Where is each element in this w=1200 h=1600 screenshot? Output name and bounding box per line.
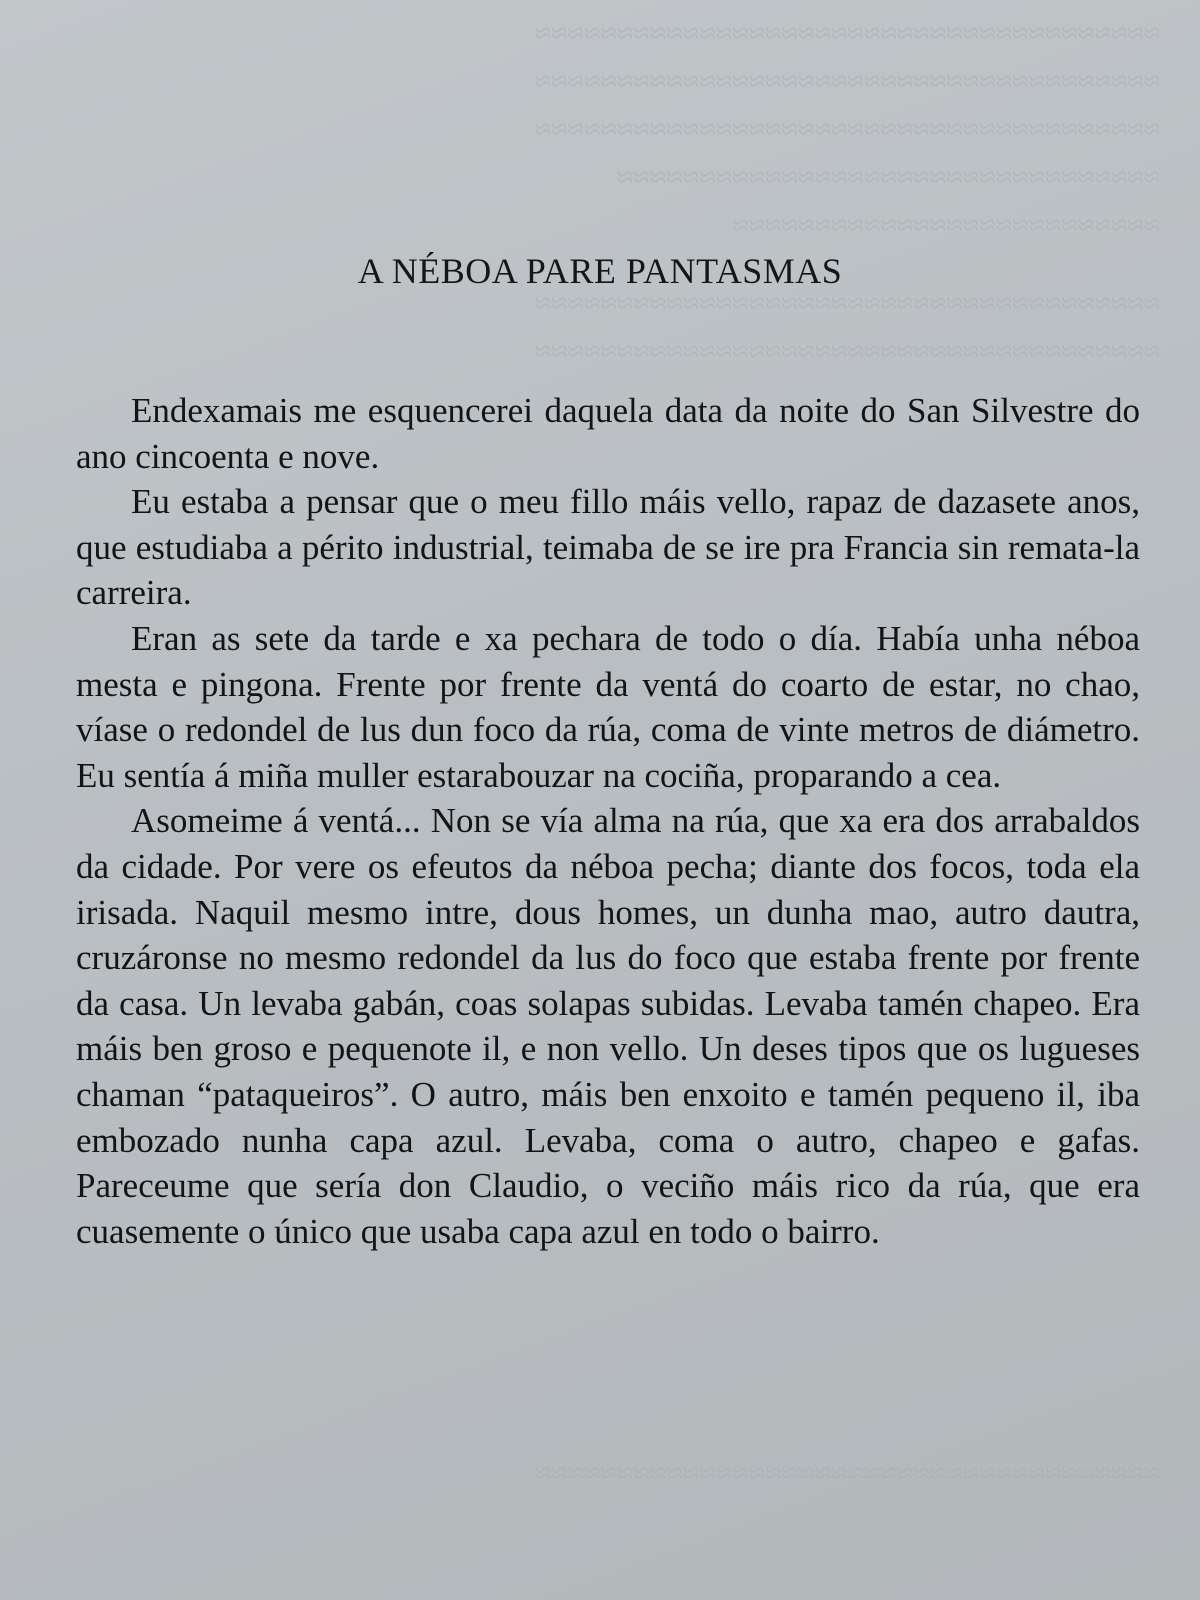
chapter-body — [76, 388, 1140, 1254]
paragraph: Endexamais me esquencerei daquela data da noite do San Silvestre do ano cincoenta e nove. — [76, 391, 1140, 476]
chapter-title: A NÉBOA PARE PANTASMAS — [357, 251, 843, 291]
show-through-text-mid: ≈≈≈≈≈≈≈≈≈≈≈≈≈≈≈≈≈≈≈≈≈≈≈≈≈≈≈≈≈≈≈≈≈≈≈≈≈≈ ≈≈≈≈≈≈≈≈≈≈≈≈≈≈≈≈≈≈≈≈≈≈≈≈≈≈≈≈≈≈≈≈≈≈≈≈≈≈ — [534, 287, 1160, 368]
paragraph: Eu estaba a pensar que o meu fillo máis vello, rapaz de dazasete anos, que estudiaba a périto industrial, teimaba de se ire pra Francia sin remata-la carreira. — [76, 482, 1140, 613]
paragraph: Eran as sete da tarde e xa pechara de todo o día. Había unha néboa mesta e pingona. Frente por frente da ventá do coarto de estar, no chao, víase o redondel de lus dun foco da rúa, coma de vinte metros de diámetro. Eu sentía á miña muller estarabouzar na cociña, proparando a cea. — [76, 618, 1140, 795]
show-through-text-top: ≈≈≈≈≈≈≈≈≈≈≈≈≈≈≈≈≈≈≈≈≈≈≈≈≈≈≈≈≈≈≈≈≈≈≈≈≈≈ ≈≈≈≈≈≈≈≈≈≈≈≈≈≈≈≈≈≈≈≈≈≈≈≈≈≈≈≈≈≈≈≈≈≈≈≈≈≈ ≈≈≈≈≈≈≈≈≈≈≈≈≈≈≈≈≈≈≈≈≈≈≈≈≈≈≈≈≈≈≈≈≈≈≈≈≈≈ ≈≈≈≈≈≈≈≈≈≈≈≈≈≈≈≈≈≈≈≈≈≈≈≈≈≈≈≈≈≈≈≈≈ ≈≈≈≈≈≈≈≈≈≈≈≈≈≈≈≈≈≈≈≈≈≈≈≈≈≈ — [534, 17, 1160, 240]
paragraph: Asomeime á ventá... Non se vía alma na rúa, que xa era dos arrabaldos da cidade. Por vere os efeutos da néboa pecha; diante dos focos, toda ela irisada. Naquil mesmo intre, dous homes, un dunha mao, autro dautra, cruzáronse no mesmo redondel da lus do foco que estaba frente por frente da casa. Un levaba gabán, coas solapas subidas. Levaba tamén chapeo. Era máis ben groso e pequenote il, e non vello. Un deses tipos que os lugueses chaman “pataqueiros”. O autro, máis ben enxoito e tamén pequeno il, iba embozado nunha capa azul. Levaba, coma o autro, chapeo e gafas. Pareceume que sería don Claudio, o veciño máis rico da rúa, que era cuasemente o único que usaba capa azul en todo o bairro. — [76, 801, 1140, 1251]
show-through-text-bottom: ≈≈≈≈≈≈≈≈≈≈≈≈≈≈≈≈≈≈≈≈≈≈≈≈≈≈≈≈≈≈≈≈≈≈≈≈≈≈ — [534, 1457, 1160, 1490]
